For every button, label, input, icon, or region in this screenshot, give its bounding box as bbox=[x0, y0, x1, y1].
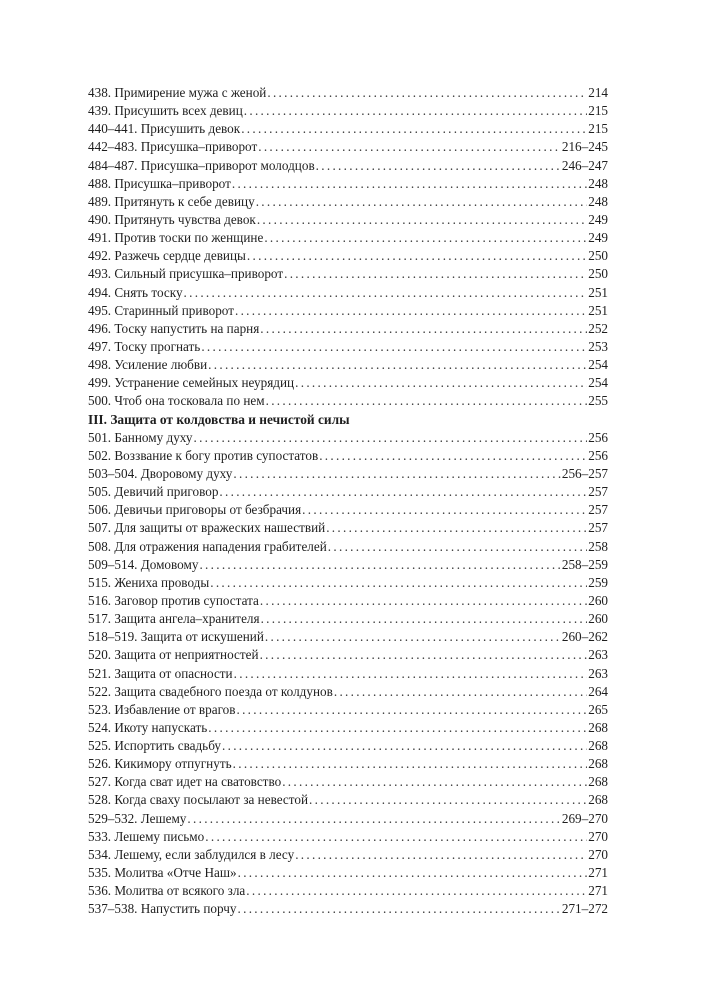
entry-title: Усиление любви bbox=[114, 357, 208, 373]
entry-title: Присушить девок bbox=[140, 121, 241, 137]
entry-number: 534. bbox=[88, 846, 112, 862]
dot-leader bbox=[260, 320, 587, 338]
dot-leader bbox=[205, 828, 587, 846]
entry-number: 442–483. bbox=[88, 139, 138, 155]
toc-entry bbox=[88, 810, 608, 828]
toc-entry bbox=[88, 138, 608, 156]
dot-leader bbox=[222, 737, 587, 755]
entry-number: 515. bbox=[88, 574, 112, 590]
entry-title: Лешему письмо bbox=[114, 828, 205, 844]
entry-title: Воззвание к богу против супостатов bbox=[114, 447, 319, 463]
toc-entry bbox=[88, 610, 608, 628]
dot-leader bbox=[309, 791, 587, 809]
entry-title: Защита от неприятностей bbox=[114, 647, 259, 663]
toc-entry bbox=[88, 683, 608, 701]
entry-page: 271 bbox=[588, 865, 608, 881]
dot-leader bbox=[328, 538, 587, 556]
entry-page: 254 bbox=[588, 357, 608, 373]
entry-number: 498. bbox=[88, 357, 112, 373]
dot-leader bbox=[302, 501, 587, 519]
entry-number: 496. bbox=[88, 320, 112, 336]
entry-page: 249 bbox=[588, 230, 608, 246]
dot-leader bbox=[326, 519, 587, 537]
dot-leader bbox=[184, 284, 588, 302]
entry-page: 264 bbox=[588, 683, 608, 699]
toc-entry bbox=[88, 501, 608, 519]
dot-leader bbox=[295, 374, 587, 392]
entry-number: 492. bbox=[88, 248, 112, 264]
toc-entry bbox=[88, 592, 608, 610]
dot-leader bbox=[247, 247, 587, 265]
entry-page: 255 bbox=[588, 393, 608, 409]
toc-entry bbox=[88, 556, 608, 574]
entry-number: 508. bbox=[88, 538, 112, 554]
entry-page: 270 bbox=[588, 846, 608, 862]
entry-title: Защита от опасности bbox=[114, 665, 233, 681]
entry-number: 503–504. bbox=[88, 465, 138, 481]
entry-title: Лешему bbox=[140, 810, 187, 826]
entry-number: 526. bbox=[88, 756, 112, 772]
dot-leader bbox=[232, 175, 587, 193]
entry-page: 270 bbox=[588, 828, 608, 844]
toc-entry bbox=[88, 447, 608, 465]
entry-number: 506. bbox=[88, 502, 112, 518]
entry-page: 254 bbox=[588, 375, 608, 391]
entry-number: 505. bbox=[88, 484, 112, 500]
entry-title: Икоту напускать bbox=[114, 719, 208, 735]
entry-page: 258 bbox=[588, 538, 608, 554]
entry-number: 489. bbox=[88, 193, 112, 209]
entry-number: 525. bbox=[88, 738, 112, 754]
entry-number: 517. bbox=[88, 611, 112, 627]
dot-leader bbox=[316, 157, 561, 175]
entry-page: 263 bbox=[588, 665, 608, 681]
entry-page: 251 bbox=[588, 284, 608, 300]
dot-leader bbox=[238, 900, 561, 918]
entry-number: 484–487. bbox=[88, 157, 138, 173]
entry-page: 268 bbox=[588, 774, 608, 790]
dot-leader bbox=[233, 755, 588, 773]
entry-title: Присушка–приворот bbox=[140, 139, 258, 155]
entry-title: Присушка–приворот молодцов bbox=[140, 157, 315, 173]
toc-entry bbox=[88, 284, 608, 302]
entry-title: Для отражения нападения грабителей bbox=[114, 538, 327, 554]
toc-entry bbox=[88, 320, 608, 338]
entry-page: 248 bbox=[588, 193, 608, 209]
entry-page: 269–270 bbox=[561, 810, 608, 826]
dot-leader bbox=[264, 229, 587, 247]
entry-page: 268 bbox=[588, 719, 608, 735]
entry-page: 215 bbox=[588, 103, 608, 119]
dot-leader bbox=[233, 465, 560, 483]
entry-number: 440–441. bbox=[88, 121, 138, 137]
entry-number: 500. bbox=[88, 393, 112, 409]
entry-number: 533. bbox=[88, 828, 112, 844]
toc-entry bbox=[88, 773, 608, 791]
entry-page: 257 bbox=[588, 520, 608, 536]
entry-page: 263 bbox=[588, 647, 608, 663]
dot-leader bbox=[257, 211, 587, 229]
toc-entry bbox=[88, 356, 608, 374]
dot-leader bbox=[267, 84, 587, 102]
entry-page: 271–272 bbox=[561, 901, 608, 917]
entry-number: 495. bbox=[88, 302, 112, 318]
entry-page: 268 bbox=[588, 792, 608, 808]
dot-leader bbox=[256, 193, 588, 211]
entry-page: 249 bbox=[588, 211, 608, 227]
entry-page: 252 bbox=[588, 320, 608, 336]
toc-entry bbox=[88, 755, 608, 773]
dot-leader bbox=[193, 429, 587, 447]
toc-entry bbox=[88, 701, 608, 719]
entry-title: Притянуть чувства девок bbox=[114, 211, 256, 227]
entry-number: 438. bbox=[88, 85, 112, 100]
entry-number: 520. bbox=[88, 647, 112, 663]
toc-entry bbox=[88, 882, 608, 900]
entry-title: Тоску напустить на парня bbox=[114, 320, 260, 336]
entry-title: Присушить всех девиц bbox=[114, 103, 243, 119]
toc-entry bbox=[88, 429, 608, 447]
dot-leader bbox=[295, 846, 587, 864]
entry-number: 528. bbox=[88, 792, 112, 808]
entry-number: 523. bbox=[88, 701, 112, 717]
toc-entry bbox=[88, 864, 608, 882]
entry-title: Сильный присушка–приворот bbox=[114, 266, 284, 282]
entry-title: Защита ангела–хранителя bbox=[114, 611, 260, 627]
dot-leader bbox=[201, 338, 587, 356]
entry-page: 257 bbox=[588, 484, 608, 500]
entry-title: Разжечь сердце девицы bbox=[114, 248, 246, 264]
entry-number: 497. bbox=[88, 338, 112, 354]
entry-title: Заговор против супостата bbox=[114, 592, 259, 608]
entry-title: Избавление от врагов bbox=[114, 701, 236, 717]
section-heading: III. Защита от колдовства и нечистой силы bbox=[88, 411, 350, 427]
entry-title: Домовому bbox=[140, 556, 199, 572]
toc-entry bbox=[88, 483, 608, 501]
dot-leader bbox=[244, 102, 587, 120]
toc-entry bbox=[88, 302, 608, 320]
entry-page: 250 bbox=[588, 266, 608, 282]
toc-entry bbox=[88, 84, 608, 102]
toc-entry bbox=[88, 229, 608, 247]
entry-number: 491. bbox=[88, 230, 112, 246]
toc-entry bbox=[88, 392, 608, 410]
entry-page: 260–262 bbox=[561, 629, 608, 645]
dot-leader bbox=[238, 864, 588, 882]
entry-title: Чтоб она тосковала по нем bbox=[114, 393, 265, 409]
entry-page: 214 bbox=[588, 85, 608, 100]
entry-title: Молитва «Отче Наш» bbox=[114, 865, 237, 881]
entry-page: 259 bbox=[588, 574, 608, 590]
entry-page: 253 bbox=[588, 338, 608, 354]
toc-entry bbox=[88, 157, 608, 175]
entry-number: 516. bbox=[88, 592, 112, 608]
dot-leader bbox=[258, 138, 561, 156]
entry-page: 251 bbox=[588, 302, 608, 318]
entry-number: 522. bbox=[88, 683, 112, 699]
toc-entry bbox=[88, 265, 608, 283]
entry-number: 535. bbox=[88, 865, 112, 881]
toc-entry bbox=[88, 519, 608, 537]
toc-entry bbox=[88, 719, 608, 737]
dot-leader bbox=[208, 719, 587, 737]
entry-number: 527. bbox=[88, 774, 112, 790]
toc-list-top bbox=[88, 84, 608, 411]
dot-leader bbox=[246, 882, 587, 900]
toc-entry bbox=[88, 791, 608, 809]
entry-number: 494. bbox=[88, 284, 112, 300]
dot-leader bbox=[199, 556, 560, 574]
entry-page: 260 bbox=[588, 592, 608, 608]
dot-leader bbox=[266, 392, 588, 410]
entry-number: 502. bbox=[88, 447, 112, 463]
toc-entry bbox=[88, 628, 608, 646]
entry-title: Банному духу bbox=[114, 429, 193, 445]
entry-page: 250 bbox=[588, 248, 608, 264]
entry-page: 268 bbox=[588, 738, 608, 754]
entry-title: Для защиты от вражеских нашествий bbox=[114, 520, 326, 536]
dot-leader bbox=[265, 628, 561, 646]
dot-leader bbox=[284, 265, 587, 283]
entry-title: Лешему, если заблудился в лесу bbox=[114, 846, 295, 862]
entry-title: Устранение семейных неурядиц bbox=[114, 375, 295, 391]
dot-leader bbox=[219, 483, 587, 501]
dot-leader bbox=[235, 302, 587, 320]
entry-number: 509–514. bbox=[88, 556, 138, 572]
toc-list-bottom bbox=[88, 429, 608, 919]
entry-title: Тоску прогнать bbox=[114, 338, 201, 354]
toc-entry bbox=[88, 338, 608, 356]
toc-entry bbox=[88, 665, 608, 683]
entry-title: Снять тоску bbox=[114, 284, 183, 300]
dot-leader bbox=[260, 592, 587, 610]
entry-page: 246–247 bbox=[561, 157, 608, 173]
entry-number: 521. bbox=[88, 665, 112, 681]
dot-leader bbox=[319, 447, 587, 465]
toc-entry bbox=[88, 900, 608, 918]
dot-leader bbox=[236, 701, 587, 719]
dot-leader bbox=[241, 120, 587, 138]
toc-entry bbox=[88, 247, 608, 265]
toc-entry bbox=[88, 374, 608, 392]
entry-number: 524. bbox=[88, 719, 112, 735]
entry-page: 216–245 bbox=[561, 139, 608, 155]
toc-entry bbox=[88, 102, 608, 120]
toc-entry bbox=[88, 465, 608, 483]
entry-title: Присушка–приворот bbox=[114, 175, 231, 191]
entry-title: Кикимору отпугнуть bbox=[114, 756, 232, 772]
toc-entry bbox=[88, 846, 608, 864]
entry-page: 256 bbox=[588, 429, 608, 445]
entry-title: Девичьи приговоры от безбрачия bbox=[114, 502, 302, 518]
entry-number: 518–519. bbox=[88, 629, 138, 645]
toc-entry bbox=[88, 538, 608, 556]
toc-entry bbox=[88, 211, 608, 229]
entry-number: 537–538. bbox=[88, 901, 138, 917]
entry-page: 257 bbox=[588, 502, 608, 518]
dot-leader bbox=[208, 356, 587, 374]
entry-title: Притянуть к себе девицу bbox=[114, 193, 255, 209]
toc-entry bbox=[88, 737, 608, 755]
table-of-contents bbox=[88, 84, 608, 918]
entry-page: 265 bbox=[588, 701, 608, 717]
entry-title: Защита свадебного поезда от колдунов bbox=[114, 683, 333, 699]
entry-title: Против тоски по женщине bbox=[114, 230, 264, 246]
entry-title: Дворовому духу bbox=[140, 465, 233, 481]
dot-leader bbox=[261, 610, 588, 628]
entry-number: 507. bbox=[88, 520, 112, 536]
entry-title: Жениха проводы bbox=[114, 574, 210, 590]
entry-number: 529–532. bbox=[88, 810, 138, 826]
entry-number: 499. bbox=[88, 375, 112, 391]
entry-number: 501. bbox=[88, 429, 112, 445]
entry-title: Испортить свадьбу bbox=[114, 738, 222, 754]
dot-leader bbox=[282, 773, 587, 791]
dot-leader bbox=[234, 665, 588, 683]
entry-title: Молитва от всякого зла bbox=[114, 883, 246, 899]
entry-title: Защита от искушений bbox=[140, 629, 264, 645]
toc-entry bbox=[88, 175, 608, 193]
entry-page: 258–259 bbox=[561, 556, 608, 572]
entry-title: Напустить порчу bbox=[140, 901, 237, 917]
dot-leader bbox=[260, 646, 588, 664]
entry-page: 256–257 bbox=[561, 465, 608, 481]
entry-title: Старинный приворот bbox=[114, 302, 234, 318]
entry-title: Примирение мужа с женой bbox=[114, 85, 267, 100]
entry-page: 271 bbox=[588, 883, 608, 899]
entry-title: Девичий приговор bbox=[114, 484, 219, 500]
entry-title: Когда сват идет на сватовство bbox=[114, 774, 282, 790]
dot-leader bbox=[187, 810, 560, 828]
toc-entry bbox=[88, 193, 608, 211]
dot-leader bbox=[210, 574, 587, 592]
entry-number: 536. bbox=[88, 883, 112, 899]
toc-entry bbox=[88, 646, 608, 664]
toc-entry bbox=[88, 828, 608, 846]
entry-number: 439. bbox=[88, 103, 112, 119]
dot-leader bbox=[334, 683, 587, 701]
entry-number: 488. bbox=[88, 175, 112, 191]
entry-page: 215 bbox=[588, 121, 608, 137]
entry-number: 493. bbox=[88, 266, 112, 282]
toc-entry bbox=[88, 574, 608, 592]
toc-entry bbox=[88, 120, 608, 138]
entry-number: 490. bbox=[88, 211, 112, 227]
entry-page: 260 bbox=[588, 611, 608, 627]
entry-page: 268 bbox=[588, 756, 608, 772]
entry-title: Когда сваху посылают за невестой bbox=[114, 792, 309, 808]
entry-page: 248 bbox=[588, 175, 608, 191]
entry-page: 256 bbox=[588, 447, 608, 463]
